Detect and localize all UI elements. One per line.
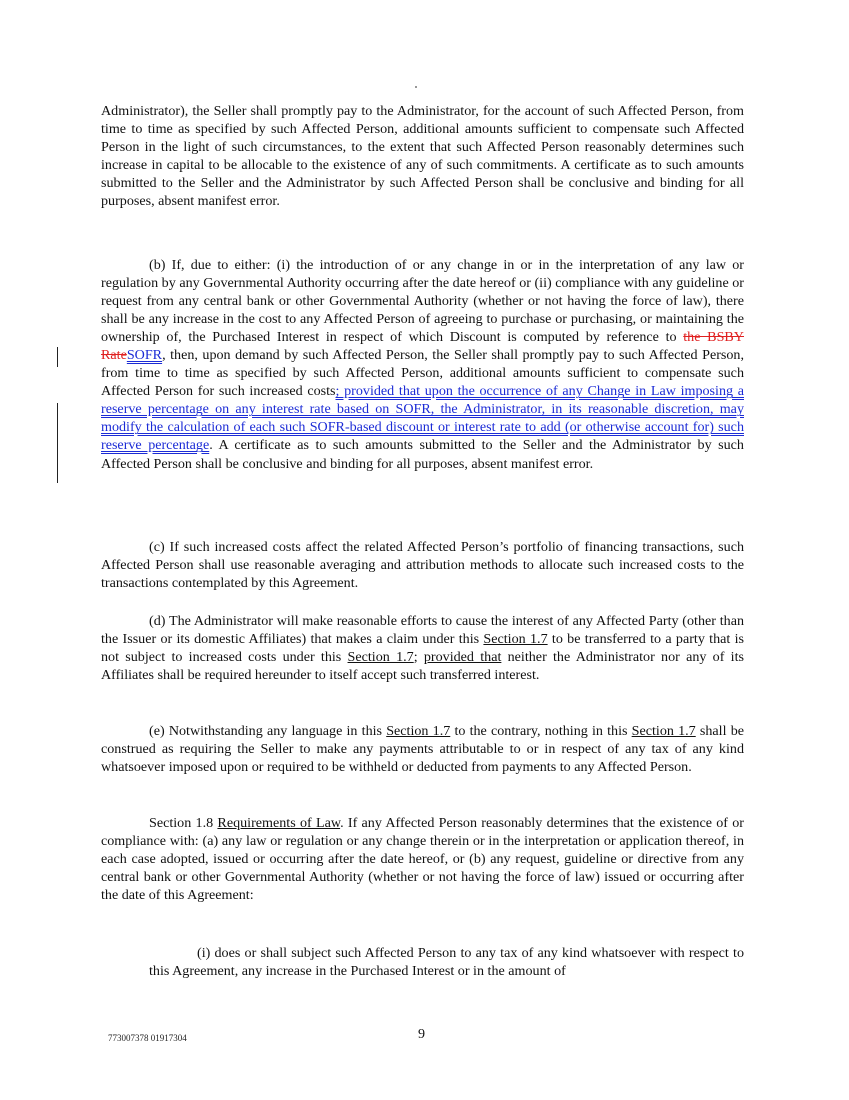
page-number: 9 (418, 1026, 426, 1042)
paragraph-b-text-2: , then, upon demand by such Affected Person, the Seller shall promptly pay to such Affected Person, from time to time as specified by such Affected Person, additional amounts sufficient to compensate such Affected Person for such increased costs (101, 347, 744, 400)
provided-that-text: provided that (423, 649, 502, 666)
paragraph-e-text-1: (e) Notwithstanding any language in this (149, 723, 387, 739)
paragraph-d-text-2: to be transferred to a party that is not subject to increased costs under this (101, 631, 745, 666)
section-reference: Section 1.7 (483, 631, 548, 648)
paragraph-text: (i) does or shall subject such Affected Person to any tax of any kind whatsoever with respect to this Agreement, any increase in the Purchased Interest or in the amount of (149, 945, 744, 980)
deleted-text: the BSBY Rate (101, 329, 744, 364)
section-reference: Section 1.7 (631, 723, 696, 739)
section-heading: Requirements of Law (217, 815, 341, 831)
paragraph-text: Administrator), the Seller shall promptly pay to the Administrator, for the account of such Affected Person, from time to time as specified by such Affected Person, additional amounts sufficient to compensate such Affected Person in the light of such circumstances, to the extent that such Affected Person reasonably determines such increase in capital to be allocable to the existence of any of such commitments. A certificate as to such amounts submitted to the Seller and the Administrator by such Affected Person shall be conclusive and binding for all purposes, absent manifest error. (101, 103, 744, 210)
document-id: 773007378 01917304 (108, 1033, 187, 1043)
inserted-proviso: ; provided that upon the occurrence of any Change in Law imposing a reserve percentage on any interest rate based on SOFR, the Administrator, in its reasonable discretion, may modify the calculation of each such SOFR-based discount or interest rate to add (or otherwise account for) such reserve percentage (101, 383, 744, 454)
paragraph-e (101, 722, 744, 776)
paragraph-c (101, 538, 744, 592)
paragraph-text (101, 256, 744, 473)
paragraph-d-text-3: ; (413, 649, 424, 666)
paragraph-b-text-1: (b) If, due to either: (i) the introduction of or any change in or in the interpretation of any law or regulation by any Governmental Authority occurring after the date hereof or (ii) compliance with any guideline or request from any central bank or other Governmental Authority (whether or not having the force of law), there shall be any increase in the cost to any Affected Person of agreeing to purchase or purchasing, or maintaining the ownership of, the Purchased Interest in respect of which Discount is computed by reference to (101, 257, 744, 346)
paragraph-text (101, 814, 744, 904)
clause-i (149, 944, 744, 980)
section-1-8-text: . If any Affected Person reasonably determines that the existence of or compliance with: (a) any law or regulation or any change therein or in the interpretation or application thereof, in each case adopted, issued or occurring after the date hereof, or (b) any request, guideline or directive from any central bank or other Governmental Authority (whether or not having the force of law) issued or occurring after the date of this Agreement: (101, 815, 744, 904)
paragraph-e-text-2: to the contrary, nothing in this (450, 723, 632, 739)
paragraph-d-text-1: (d) The Administrator will make reasonable efforts to cause the interest of any Affected Party (other than the Issuer or its domestic Affiliates) that makes a claim under this (101, 613, 744, 648)
paragraph-e-text-3: shall be construed as requiring the Seller to make any payments attributable to or in respect of any tax of any kind whatsoever imposed upon or required to be withheld or deducted from payments to any Affected Person. (101, 723, 744, 776)
section-number: Section 1.8 (149, 815, 218, 831)
paragraph-d (101, 612, 744, 684)
change-bar (57, 347, 58, 367)
paragraph-b (101, 256, 744, 473)
scan-speck (415, 86, 417, 88)
paragraph-text (101, 612, 744, 684)
change-bar (57, 403, 58, 483)
section-reference: Section 1.7 (347, 649, 414, 666)
paragraph-capital-cont (101, 102, 744, 210)
paragraph-d-text-4: neither the Administrator nor any of its Affiliates shall be required hereunder to itself accept such transferred interest. (101, 649, 744, 684)
section-1-8 (101, 814, 744, 904)
paragraph-text: (c) If such increased costs affect the related Affected Person’s portfolio of financing transactions, such Affected Person shall use reasonable averaging and attribution methods to allocate such increased costs to the transactions contemplated by this Agreement. (101, 539, 744, 592)
paragraph-b-text-3: . A certificate as to such amounts submitted to the Seller and the Administrator by such Affected Person shall be conclusive and binding for all purposes, absent manifest error. (101, 437, 744, 472)
inserted-text: SOFR (126, 347, 163, 364)
section-reference: Section 1.7 (386, 723, 451, 739)
paragraph-text (101, 722, 744, 776)
